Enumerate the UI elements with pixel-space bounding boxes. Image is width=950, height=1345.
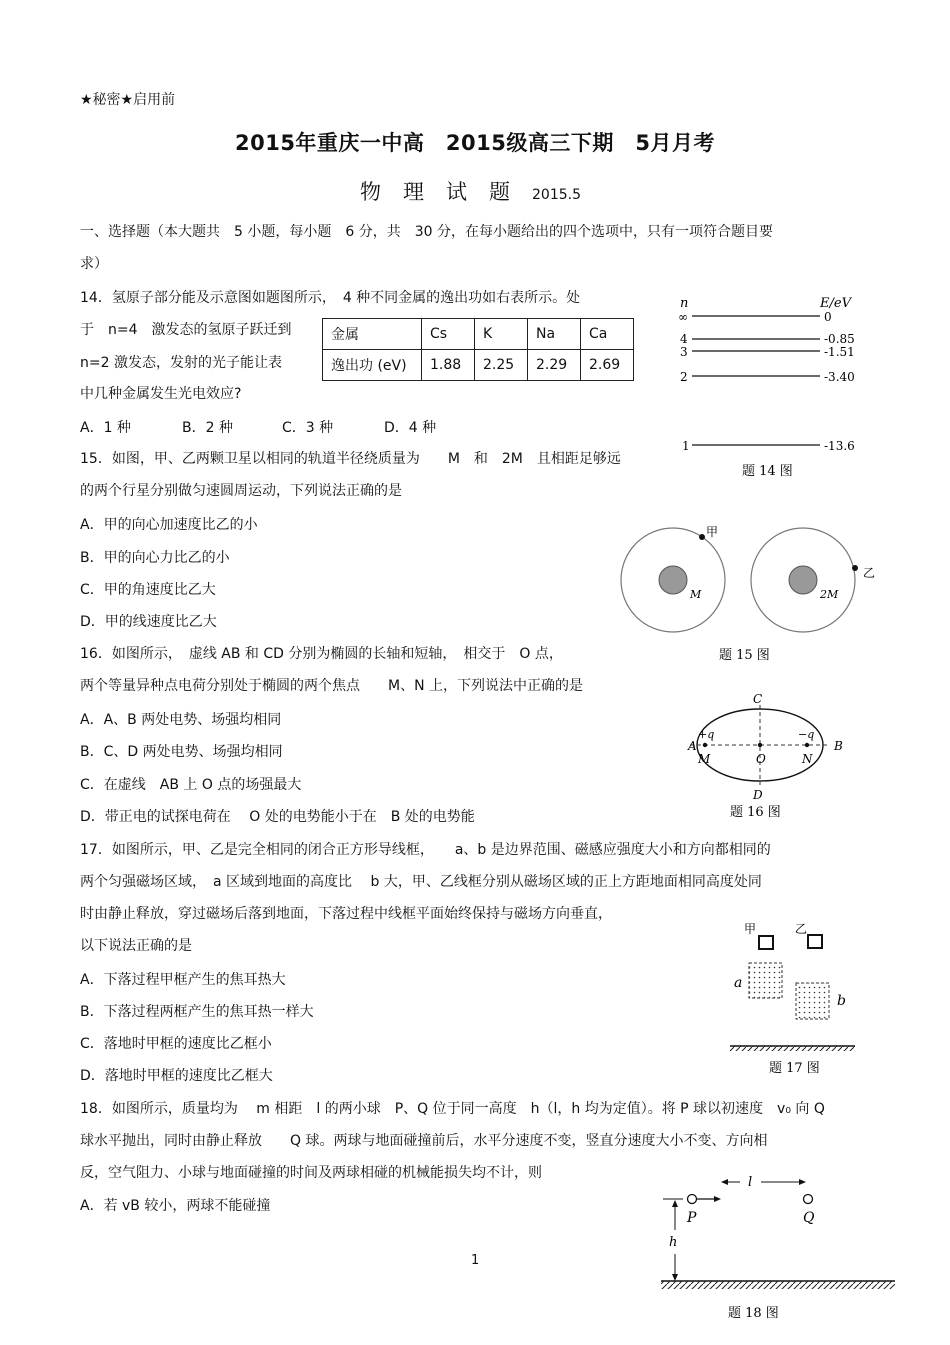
point-c-label: C [753, 692, 763, 706]
q17-stem-2: 两个匀强磁场区域， a 区域到地面的高度比 b 大，甲、乙线框分别从磁场区域的正上方距地面相同高度处同 [80, 874, 762, 890]
q15-option-b: B．甲的向心力比乙的小 [80, 550, 230, 566]
distance-arrow-left [721, 1179, 728, 1185]
satellite-jia-label: 甲 [706, 525, 719, 539]
q15-option-d: D．甲的线速度比乙大 [80, 614, 217, 630]
q15-stem-1: 15．如图，甲、乙两颗卫星以相同的轨道半径绕质量为 M 和 2M 且相距足够远 [80, 451, 621, 467]
ground-hatch [730, 1046, 855, 1051]
q18-stem-3: 反，空气阻力、小球与地面碰撞的时间及两球相碰的机械能损失均不计，则 [80, 1165, 542, 1181]
ball-p [688, 1195, 697, 1204]
level-energy: -13.6 [824, 439, 855, 453]
positive-charge-label: +q [698, 728, 715, 741]
table-cell: 2.25 [475, 350, 528, 381]
q15-stem-2: 的两个行星分别做匀速圆周运动，下列说法正确的是 [80, 483, 402, 499]
point-m-label: M [698, 752, 711, 766]
planet-m [659, 566, 687, 594]
planet-2m [789, 566, 817, 594]
q14-option-b: B．2 种 [182, 420, 233, 436]
magnetic-region-diagram [722, 915, 862, 1080]
secret-label: ★秘密★启用前 [80, 92, 176, 108]
height-arrow-head-down [672, 1274, 678, 1281]
n-axis-label: n [680, 296, 689, 311]
level-n: 2 [680, 370, 688, 384]
level-n: 4 [680, 332, 688, 346]
table-cell: 2.69 [581, 350, 634, 381]
velocity-arrow-head [714, 1196, 721, 1202]
projectile-diagram [655, 1170, 905, 1330]
table-cell: Ca [581, 319, 634, 350]
subject-title [360, 180, 581, 205]
satellite-yi [852, 565, 858, 571]
center-o-dot [758, 743, 762, 747]
point-o-label: O [756, 752, 766, 766]
level-energy: -0.85 [824, 332, 855, 346]
work-function-table [322, 318, 634, 381]
height-label: h [669, 1235, 678, 1250]
point-b-label: B [834, 739, 843, 753]
level-energy: 0 [824, 310, 832, 324]
region-a-label: a [734, 975, 743, 991]
point-n-label: N [802, 752, 813, 766]
q18-option-a: A．若 vB 较小，两球不能碰撞 [80, 1198, 271, 1214]
region-b-label: b [837, 993, 846, 1009]
magnetic-region-b [796, 983, 829, 1019]
q17-stem-3: 时由静止释放，穿过磁场后落到地面，下落过程中线框平面始终保持与磁场方向垂直， [80, 906, 612, 922]
table-cell: K [475, 319, 528, 350]
frame-yi-label: 乙 [795, 922, 808, 936]
level-energy: -1.51 [824, 345, 855, 359]
q16-option-a: A．A、B 两处电势、场强均相同 [80, 712, 282, 728]
figure-caption: 题 15 图 [719, 648, 770, 663]
table-cell: Na [528, 319, 581, 350]
q18-stem-1: 18．如图所示，质量均为 m 相距 l 的两小球 P、Q 位于同一高度 h（l，h 均为定值）。将 P 球以初速度 v₀ 向 Q [80, 1101, 825, 1117]
q15-option-c: C．甲的角速度比乙大 [80, 582, 216, 598]
ground-hatch [661, 1281, 895, 1289]
ball-p-label: P [687, 1210, 697, 1226]
figure-caption: 题 16 图 [730, 805, 781, 820]
subject-name: 物理试题 [360, 180, 532, 204]
satellite-yi-label: 乙 [863, 566, 876, 580]
q17-stem-4: 以下说法正确的是 [80, 938, 192, 954]
q17-option-b: B．下落过程两框产生的焦耳热一样大 [80, 1004, 314, 1020]
q16-stem-1: 16．如图所示， 虚线 AB 和 CD 分别为椭圆的长轴和短轴， 相交于 O 点， [80, 646, 563, 662]
q16-stem-2: 两个等量异种点电荷分别处于椭圆的两个焦点 M、N 上，下列说法中正确的是 [80, 678, 583, 694]
level-n: 3 [680, 345, 688, 359]
q18-stem-2: 球水平抛出，同时由静止释放 Q 球。两球与地面碰撞前后，水平分速度不变，竖直分速度大小不变、方向相 [80, 1133, 768, 1149]
energy-level-diagram [670, 290, 870, 485]
q14-stem-2: 于 n=4 激发态的氢原子跃迁到 [80, 322, 292, 338]
q17-option-d: D．落地时甲框的速度比乙框大 [80, 1068, 273, 1084]
table-header-row [323, 319, 634, 350]
q14-option-d: D．4 种 [384, 420, 437, 436]
planet-m-label: M [690, 588, 702, 601]
frame-yi [808, 935, 822, 948]
q14-option-a: A．1 种 [80, 420, 131, 436]
q17-option-c: C．落地时甲框的速度比乙框小 [80, 1036, 272, 1052]
q14-stem-4: 中几种金属发生光电效应? [80, 386, 242, 402]
charge-m-dot [703, 743, 707, 747]
table-cell: Cs [422, 319, 475, 350]
magnetic-region-a [749, 963, 782, 998]
q16-option-b: B．C、D 两处电势、场强均相同 [80, 744, 283, 760]
level-n: ∞ [678, 310, 688, 324]
q14-option-c: C．3 种 [282, 420, 334, 436]
exam-date: 2015.5 [532, 187, 581, 203]
q16-option-d: D．带正电的试探电荷在 O 处的电势能小于在 B 处的电势能 [80, 809, 475, 825]
ball-q-label: Q [803, 1210, 815, 1226]
figure-caption: 题 14 图 [742, 464, 793, 479]
q15-option-a: A．甲的向心加速度比乙的小 [80, 517, 258, 533]
section-heading-cont: 求） [80, 256, 108, 272]
frame-jia [759, 936, 773, 949]
table-cell: 逸出功 (eV) [323, 350, 422, 381]
negative-charge-label: −q [798, 728, 815, 741]
level-energy: -3.40 [824, 370, 855, 384]
energy-axis-label: E/eV [820, 296, 851, 311]
point-a-label: A [688, 739, 697, 753]
q14-stem-1: 14．氢原子部分能及示意图如题图所示， 4 种不同金属的逸出功如右表所示。处 [80, 290, 581, 306]
q14-stem-3: n=2 激发态，发射的光子能让表 [80, 355, 282, 371]
ball-q [804, 1195, 813, 1204]
q17-stem-1: 17．如图所示，甲、乙是完全相同的闭合正方形导线框， a、b 是边界范围、磁感应强度大小和方向都相同的 [80, 842, 771, 858]
q16-option-c: C．在虚线 AB 上 O 点的场强最大 [80, 777, 302, 793]
figure-caption: 题 18 图 [728, 1306, 779, 1321]
table-cell: 金属 [323, 319, 422, 350]
figure-caption: 题 17 图 [769, 1061, 820, 1076]
distance-label: l [748, 1175, 753, 1190]
q17-option-a: A．下落过程甲框产生的焦耳热大 [80, 972, 286, 988]
distance-arrow-right [799, 1179, 806, 1185]
level-n: 1 [682, 439, 690, 453]
page-title: 2015年重庆一中高 2015级高三下期 5月月考 [234, 131, 715, 155]
satellite-jia [699, 534, 705, 540]
table-cell: 2.29 [528, 350, 581, 381]
height-arrow-head-up [672, 1200, 678, 1207]
charge-n-dot [805, 743, 809, 747]
page-number: 1 [471, 1253, 480, 1268]
table-row [323, 350, 634, 381]
planet-2m-label: 2M [820, 588, 839, 601]
point-d-label: D [753, 788, 763, 802]
satellite-orbit-diagram [615, 518, 880, 668]
ellipse-charge-diagram [680, 688, 860, 828]
section-heading: 一、选择题（本大题共 5 小题，每小题 6 分，共 30 分，在每小题给出的四个选项中，只有一项符合题目要 [80, 224, 773, 240]
frame-jia-label: 甲 [744, 922, 757, 936]
table-cell: 1.88 [422, 350, 475, 381]
